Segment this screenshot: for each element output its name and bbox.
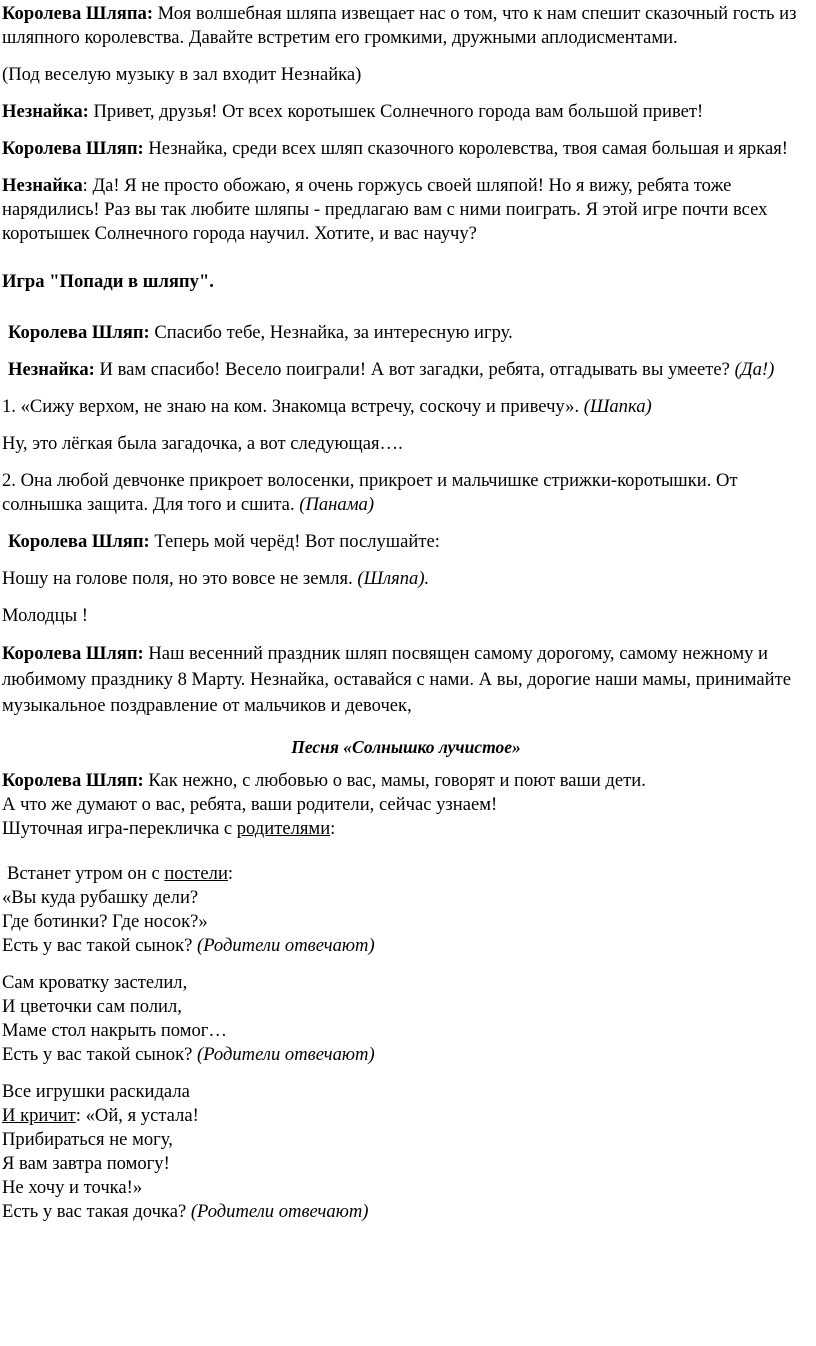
paragraph-text: Шуточная игра-перекличка с (2, 818, 237, 839)
poem-line: Не хочу и точка!» (2, 1177, 143, 1198)
paragraph-intro (2, 2, 810, 50)
poem-line: Я вам завтра помогу! (2, 1153, 170, 1174)
speaker-label: Незнайка: (8, 359, 95, 380)
paragraph-roll-call-intro: Королева Шляп: Как нежно, с любовью о вас, мамы, говорят и поют ваши дети. А что же думают о вас, ребята, ваши родители, сейчас узнаем! Шуточная игра-перекличка с родителями: (2, 770, 646, 839)
poem-line: Прибираться не могу, (2, 1129, 173, 1150)
paragraph-thanks (2, 321, 810, 345)
answer-text: (Шапка) (583, 396, 652, 417)
link-shouts[interactable]: И кричит (2, 1105, 76, 1126)
paragraph-text: 1. «Сижу верхом, не знаю на ком. Знакомца встречу, соскочу и привечу». (2, 396, 584, 417)
paragraph-holiday (2, 641, 810, 719)
stage-note: (Родители отвечают) (190, 1201, 369, 1222)
paragraph-queen-reply (2, 137, 810, 161)
paragraph-text: Как нежно, с любовью о вас, мамы, говорят и поют ваши дети. (143, 770, 646, 791)
poem-line: Есть у вас такая дочка? (2, 1201, 191, 1222)
speaker-label: Королева Шляп: (8, 322, 150, 343)
paragraph-text: И вам спасибо! Весело поиграли! А вот загадки, ребята, отгадывать вы умеете? (94, 359, 735, 380)
speaker-label: Королева Шляп: (8, 531, 150, 552)
paragraph-text: Молодцы ! (2, 605, 88, 626)
paragraph-riddles-intro (2, 358, 810, 382)
speaker-label: Королева Шляп: (2, 770, 144, 791)
paragraph-queen-turn (2, 530, 810, 554)
riddle-2 (2, 469, 810, 517)
poem-line: Встанет утром он с (7, 863, 165, 884)
paragraph-text: Моя волшебная шляпа извещает нас о том, что к нам спешит сказочный гость из шляпного королевства. Давайте встретим его громкими, дружными аплодисментами. (2, 3, 797, 48)
paragraph-text: Наш весенний праздник шляп посвящен самому дорогому, самому нежному и любимому празднику 8 Марту. Незнайка, оставайся с нами. А вы, дорогие наши мамы, принимайте музыкальное поздравление от мальчиков и девочек, (2, 643, 791, 716)
paragraph-text: Спасибо тебе, Незнайка, за интересную игру. (149, 322, 513, 343)
answer-text: (Да!) (734, 359, 775, 380)
paragraph-praise (2, 604, 810, 628)
paragraph-text: (Под веселую музыку в зал входит Незнайка) (2, 64, 362, 85)
paragraph-greeting (2, 100, 810, 124)
poem-stanza-2 (2, 971, 810, 1067)
paragraph-text: Ношу на голове поля, но это вовсе не земля. (2, 568, 358, 589)
answer-text: (Панама) (299, 494, 375, 515)
paragraph-text: А что же думают о вас, ребята, ваши родители, сейчас узнаем! (2, 794, 498, 815)
poem-line: Где ботинки? Где носок?» (2, 911, 208, 932)
answer-text: (Шляпа). (357, 568, 430, 589)
paragraph-neznayka-hat (2, 174, 810, 246)
stage-note: (Родители отвечают) (197, 935, 375, 956)
poem-line: Есть у вас такой сынок? (2, 1044, 198, 1065)
speaker-label: Королева Шляп: (2, 138, 144, 159)
paragraph-text: Ну, это лёгкая была загадочка, а вот следующая…. (2, 433, 403, 454)
paragraph-text: Песня «Солнышко лучистое» (291, 737, 521, 757)
speaker-label: Королева Шляпа: (2, 3, 154, 24)
speaker-label: Незнайка (2, 175, 83, 196)
paragraph-next-riddle (2, 432, 810, 456)
poem-line: И цветочки сам полил, (2, 996, 182, 1017)
poem-line: Сам кроватку застелил, (2, 972, 188, 993)
poem-line: Маме стол накрыть помог… (2, 1020, 228, 1041)
speaker-label: Королева Шляп: (2, 643, 144, 664)
speaker-label: Незнайка: (2, 101, 89, 122)
poem-stanza-1: Встанет утром он с постели: «Вы куда рубашку дели? Где ботинки? Где носок?» Есть у вас такой сынок? (Родители отвечают) (2, 863, 375, 956)
song-title (2, 735, 810, 759)
riddle-3 (2, 567, 810, 591)
paragraph-text: Теперь мой черёд! Вот послушайте: (149, 531, 440, 552)
document-page (0, 2, 816, 1346)
poem-line: Есть у вас такой сынок? (2, 935, 198, 956)
poem-line: «Вы куда рубашку дели? (2, 887, 199, 908)
poem-line: Все игрушки раскидала (2, 1081, 190, 1102)
paragraph-text: 2. Она любой девчонке прикроет волосенки, прикроет и мальчишке стрижки-коротышки. От солнышка защита. Для того и сшита. (2, 470, 738, 515)
paragraph-text: : Да! Я не просто обожаю, я очень горжусь своей шляпой! Но я вижу, ребята тоже нарядились! Раз вы так любите шляпы - предлагаю вам с ними поиграть. Я этой игре почти всех коротышек Солнечного города научил. Хотите, и вас научу? (2, 175, 768, 244)
paragraph-text: Незнайка, среди всех шляп сказочного королевства, твоя самая большая и яркая! (143, 138, 788, 159)
riddle-1 (2, 395, 810, 419)
stage-direction (2, 63, 810, 87)
link-bed[interactable]: постели (164, 863, 228, 884)
link-parents[interactable]: родителями (236, 818, 331, 839)
paragraph-text: Привет, друзья! От всех коротышек Солнечного города вам большой привет! (88, 101, 704, 122)
game-title (2, 270, 810, 294)
poem-stanza-3: Все игрушки раскидала И кричит: «Ой, я устала! Прибираться не могу, Я вам завтра помогу! Не хочу и точка!» Есть у вас такая дочка? (Родители отвечают) (2, 1081, 369, 1222)
stage-note: (Родители отвечают) (197, 1044, 375, 1065)
paragraph-text: Игра "Попади в шляпу". (2, 271, 214, 292)
